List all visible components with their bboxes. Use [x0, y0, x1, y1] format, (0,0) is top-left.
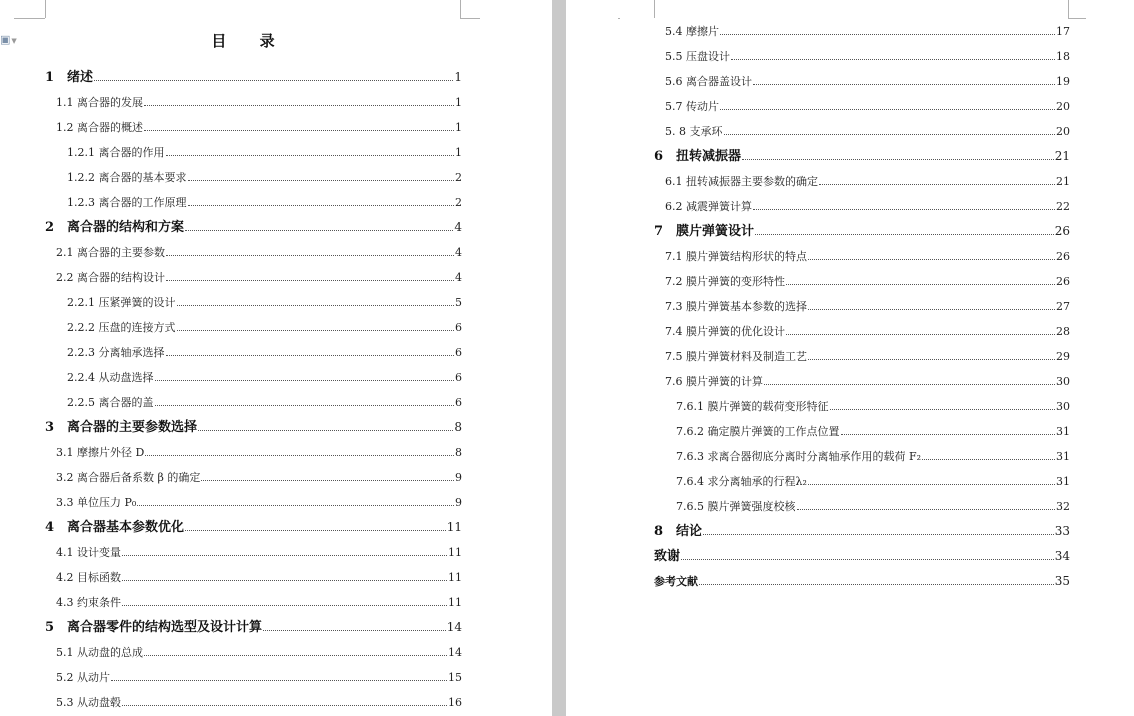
- toc-dot-leader: [720, 34, 1055, 35]
- toc-entry-label: [56, 545, 121, 563]
- toc-entry-text: 致谢: [654, 549, 681, 564]
- toc-entry-label: [665, 99, 719, 117]
- toc-page-number: 26: [1054, 224, 1070, 238]
- toc-dot-leader: [137, 505, 454, 506]
- toc-dot-leader: [185, 230, 453, 231]
- toc-page-number: 4: [455, 271, 462, 284]
- toc-dot-leader: [177, 330, 455, 331]
- toc-entry-text: 7.3 膜片弹簧基本参数的选择: [665, 300, 807, 313]
- toc-entry-label: [654, 524, 702, 542]
- toc-entry-text: 结论: [676, 524, 703, 539]
- toc-entry[interactable]: [566, 392, 1070, 417]
- toc-entry-text: 7.6.1 膜片弹簧的载荷变形特征: [676, 400, 829, 413]
- toc-dot-leader: [188, 205, 455, 206]
- toc-entry[interactable]: [566, 167, 1070, 192]
- margin-corner-mark: [460, 0, 462, 18]
- toc-page-number: 6: [455, 321, 462, 334]
- toc-entry[interactable]: [566, 67, 1070, 92]
- toc-dot-leader: [201, 480, 454, 481]
- toc-page-number: 33: [1054, 524, 1070, 538]
- toc-page-number: 27: [1056, 300, 1070, 313]
- toc-page-number: 8: [455, 446, 462, 459]
- toc-entry-text: 5.6 离合器盖设计: [665, 75, 752, 88]
- toc-entry-label: [676, 474, 807, 492]
- toc-page-number: 1: [455, 146, 462, 159]
- toc-entry-label: [665, 299, 807, 317]
- toc-entry[interactable]: [0, 413, 462, 438]
- toc-chapter-number: 5: [45, 620, 55, 635]
- toc-dot-leader: [764, 384, 1055, 385]
- toc-entry-label: [665, 274, 785, 292]
- toc-page-number: 11: [446, 520, 462, 534]
- toc-entry-text: 6.2 减震弹簧计算: [665, 200, 752, 213]
- toc-entry-text: 5.4 摩擦片: [665, 25, 719, 38]
- toc-dot-leader: [808, 259, 1055, 260]
- toc-entry-label: [56, 595, 121, 613]
- toc-entry-text: 5.1 从动盘的总成: [56, 646, 143, 659]
- toc-dot-leader: [922, 459, 1055, 460]
- toc-entry-label: [654, 149, 741, 167]
- toc-entry[interactable]: [566, 442, 1070, 467]
- toc-entry-text: 7.6.3 求离合器彻底分离时分离轴承作用的载荷 F₂: [676, 450, 922, 463]
- toc-entry-text: 1.2.1 离合器的作用: [67, 146, 165, 159]
- toc-entry-label: [45, 620, 262, 638]
- toc-page-number: 20: [1056, 100, 1070, 113]
- toc-entry-label: [56, 570, 121, 588]
- toc-entry-text: 7.6.5 膜片弹簧强度校核: [676, 500, 796, 513]
- toc-dot-leader: [786, 284, 1055, 285]
- toc-entry-label: [665, 249, 807, 267]
- toc-page-number: 4: [455, 246, 462, 259]
- toc-page-number: 6: [455, 371, 462, 384]
- toc-page-number: 22: [1056, 200, 1070, 213]
- toc-dot-leader: [122, 605, 447, 606]
- toc-entry-text: 离合器零件的结构选型及设计计算: [67, 620, 263, 635]
- toc-title: 目 录: [211, 32, 289, 50]
- toc-page-number: 2: [455, 196, 462, 209]
- toc-entry-text: 7.6 膜片弹簧的计算: [665, 375, 763, 388]
- toc-chapter-number: 8: [654, 524, 664, 539]
- toc-entry-text: 2.1 离合器的主要参数: [56, 246, 165, 259]
- toc-page-number: 9: [455, 471, 462, 484]
- toc-dot-leader: [144, 655, 447, 656]
- toc-entry-text: 3.3 单位压力 P₀: [56, 496, 137, 509]
- toc-entry-text: 4.3 约束条件: [56, 596, 121, 609]
- toc-entry[interactable]: [0, 113, 462, 138]
- toc-entry-label: [665, 174, 818, 192]
- toc-entry-text: 5. 8 支承环: [665, 125, 723, 138]
- toc-page-number: 11: [448, 596, 462, 609]
- toc-page-number: 17: [1056, 25, 1070, 38]
- toc-page-number: 14: [446, 620, 462, 634]
- toc-entry[interactable]: [0, 613, 462, 638]
- toc-entry[interactable]: [0, 163, 462, 188]
- toc-entry-label: [665, 49, 730, 67]
- toc-entry[interactable]: [0, 288, 462, 313]
- toc-dot-leader: [703, 534, 1054, 535]
- toc-page-number: 1: [455, 121, 462, 134]
- toc-page-number: 21: [1054, 149, 1070, 163]
- toc-dot-leader: [731, 59, 1055, 60]
- toc-dot-leader: [166, 280, 454, 281]
- toc-entry-text: 绪述: [67, 70, 94, 85]
- margin-corner-mark: [1068, 0, 1070, 18]
- toc-entry[interactable]: [0, 463, 462, 488]
- toc-dot-leader: [681, 559, 1054, 560]
- toc-page-number: 8: [454, 420, 462, 434]
- toc-page-number: 21: [1056, 175, 1070, 188]
- toc-page-number: 11: [448, 546, 462, 559]
- toc-entry[interactable]: [0, 438, 462, 463]
- toc-entry[interactable]: [566, 242, 1070, 267]
- toc-dot-leader: [188, 180, 455, 181]
- toc-dot-leader: [144, 105, 454, 106]
- toc-entry-label: [676, 399, 829, 417]
- toc-entry-label: [45, 420, 197, 438]
- toc-entry[interactable]: [0, 663, 462, 688]
- toc-entry-label: [56, 695, 121, 713]
- toc-entry-label: [665, 199, 752, 217]
- toc-chapter-number: 7: [654, 224, 664, 239]
- toc-entry-text: 2.2.1 压紧弹簧的设计: [67, 296, 176, 309]
- toc-page-number: 18: [1056, 50, 1070, 63]
- toc-entry-label: [56, 95, 143, 113]
- toc-entry-label: [665, 349, 807, 367]
- toc-entry-label: [67, 320, 176, 338]
- toc-chapter-number: 3: [45, 420, 55, 435]
- toc-page-number: 1: [455, 96, 462, 109]
- toc-entry[interactable]: [0, 588, 462, 613]
- toc-entry-text: 2.2 离合器的结构设计: [56, 271, 165, 284]
- toc-dot-leader: [94, 80, 453, 81]
- toc-entry[interactable]: [0, 88, 462, 113]
- toc-entry-text: 7.5 膜片弹簧材料及制造工艺: [665, 350, 807, 363]
- toc-entry-text: 膜片弹簧设计: [676, 224, 755, 239]
- toc-entry-label: [67, 370, 154, 388]
- margin-corner-mark: [14, 18, 45, 20]
- toc-entry-text: 离合器的结构和方案: [67, 220, 185, 235]
- toc-entry-label: [665, 124, 723, 142]
- toc-dot-leader: [699, 584, 1054, 585]
- toc-entry-label: [67, 395, 154, 413]
- toc-entry-text: 1.2 离合器的概述: [56, 121, 143, 134]
- toc-entry-text: 4.2 目标函数: [56, 571, 121, 584]
- toc-entry-text: 7.4 膜片弹簧的优化设计: [665, 325, 785, 338]
- toc-dot-leader: [724, 134, 1056, 135]
- toc-entry-text: 离合器的主要参数选择: [67, 420, 198, 435]
- toc-dot-leader: [166, 155, 455, 156]
- toc-page-number: 28: [1056, 325, 1070, 338]
- toc-page-number: 1: [454, 70, 462, 84]
- toc-list-right: [566, 17, 1070, 592]
- toc-entry-text: 5.3 从动盘毂: [56, 696, 121, 709]
- toc-page-number: 16: [448, 696, 462, 709]
- toc-dot-leader: [819, 184, 1055, 185]
- toc-page-number: 26: [1056, 275, 1070, 288]
- document-page-left: [0, 0, 552, 716]
- toc-dot-leader: [166, 355, 455, 356]
- toc-entry-label: [676, 449, 921, 467]
- toc-entry[interactable]: [0, 63, 462, 88]
- toc-entry[interactable]: [0, 138, 462, 163]
- toc-dot-leader: [198, 430, 453, 431]
- toc-entry[interactable]: [566, 92, 1070, 117]
- toc-entry-text: 1.2.2 离合器的基本要求: [67, 171, 187, 184]
- toc-dot-leader: [177, 305, 455, 306]
- margin-corner-mark: [654, 0, 656, 18]
- toc-dot-leader: [122, 705, 447, 706]
- toc-dot-leader: [753, 209, 1055, 210]
- toc-entry-label: [56, 645, 143, 663]
- toc-entry-label: [665, 324, 785, 342]
- toc-entry-text: 离合器基本参数优化: [67, 520, 185, 535]
- toc-page-number: 32: [1056, 500, 1070, 513]
- toc-entry-text: 扭转减振器: [676, 149, 742, 164]
- toc-entry-text: 2.2.2 压盘的连接方式: [67, 321, 176, 334]
- toc-dot-leader: [155, 405, 455, 406]
- toc-dot-leader: [808, 359, 1055, 360]
- toc-entry[interactable]: [566, 192, 1070, 217]
- toc-entry-label: [67, 170, 187, 188]
- toc-page-number: 9: [455, 496, 462, 509]
- toc-entry-text: 5.7 传动片: [665, 100, 719, 113]
- toc-entry-label: [56, 470, 200, 488]
- toc-page-number: 15: [448, 671, 462, 684]
- toc-entry[interactable]: [0, 363, 462, 388]
- toc-entry-text: 7.2 膜片弹簧的变形特性: [665, 275, 785, 288]
- toc-dot-leader: [122, 580, 447, 581]
- toc-page-number: 30: [1056, 400, 1070, 413]
- margin-corner-mark: [1068, 18, 1086, 20]
- toc-page-number: 26: [1056, 250, 1070, 263]
- toc-entry[interactable]: [0, 538, 462, 563]
- toc-entry[interactable]: [566, 292, 1070, 317]
- toc-page-number: 4: [454, 220, 462, 234]
- toc-entry-label: [45, 220, 184, 238]
- toc-entry-text: 1.2.3 离合器的工作原理: [67, 196, 187, 209]
- toc-entry-label: [676, 424, 840, 442]
- toc-entry-text: 7.6.4 求分离轴承的行程λ₂: [676, 475, 807, 488]
- toc-page-number: 19: [1056, 75, 1070, 88]
- toc-entry-text: 3.2 离合器后备系数 β 的确定: [56, 471, 201, 484]
- toc-dot-leader: [122, 555, 447, 556]
- toc-entry-label: [654, 224, 754, 242]
- toc-entry-label: [67, 295, 176, 313]
- toc-entry-label: [654, 574, 698, 592]
- toc-page-number: 31: [1056, 425, 1070, 438]
- toc-dot-leader: [797, 509, 1056, 510]
- toc-entry[interactable]: [566, 492, 1070, 517]
- toc-entry[interactable]: [566, 117, 1070, 142]
- toc-entry[interactable]: [566, 417, 1070, 442]
- toc-dot-leader: [808, 484, 1055, 485]
- toc-entry[interactable]: [0, 213, 462, 238]
- toc-entry[interactable]: [566, 217, 1070, 242]
- toc-page-number: 20: [1056, 125, 1070, 138]
- toc-entry-text: 2.2.4 从动盘选择: [67, 371, 154, 384]
- toc-entry-text: 7.6.2 确定膜片弹簧的工作点位置: [676, 425, 840, 438]
- toc-entry[interactable]: [566, 17, 1070, 42]
- toc-entry-label: [56, 245, 165, 263]
- toc-entry-label: [67, 195, 187, 213]
- toc-entry-text: 7.1 膜片弹簧结构形状的特点: [665, 250, 807, 263]
- toc-entry-label: [665, 374, 763, 392]
- toc-entry-label: [665, 74, 752, 92]
- toc-entry[interactable]: [0, 388, 462, 413]
- toc-entry-label: [665, 24, 719, 42]
- toc-page-number: 6: [455, 396, 462, 409]
- toc-entry-label: [67, 145, 165, 163]
- toc-page-number: 35: [1054, 574, 1070, 588]
- document-page-right: [566, 0, 1134, 716]
- toc-page-number: 2: [455, 171, 462, 184]
- toc-dot-leader: [786, 334, 1055, 335]
- toc-entry[interactable]: [566, 42, 1070, 67]
- toc-dot-leader: [144, 130, 454, 131]
- toc-entry-text: 2.2.5 离合器的盖: [67, 396, 154, 409]
- toc-page-number: 31: [1056, 475, 1070, 488]
- toc-dot-leader: [742, 159, 1054, 160]
- toc-dot-leader: [755, 234, 1054, 235]
- toc-dot-leader: [830, 409, 1056, 410]
- toc-entry[interactable]: [0, 338, 462, 363]
- toc-entry[interactable]: [0, 513, 462, 538]
- toc-page-number: 31: [1056, 450, 1070, 463]
- toc-dot-leader: [753, 84, 1055, 85]
- toc-list-left: [0, 63, 462, 713]
- toc-entry-text: 参考文献: [654, 575, 698, 588]
- toc-entry[interactable]: [0, 188, 462, 213]
- toc-entry[interactable]: [566, 367, 1070, 392]
- toc-page-number: 14: [448, 646, 462, 659]
- toc-entry-text: 5.5 压盘设计: [665, 50, 730, 63]
- toc-entry[interactable]: [0, 313, 462, 338]
- toc-page-number: 34: [1054, 549, 1070, 563]
- toc-entry-label: [56, 270, 165, 288]
- toc-entry[interactable]: [566, 567, 1070, 592]
- toc-dot-leader: [808, 309, 1055, 310]
- toc-dot-leader: [145, 455, 454, 456]
- toc-entry-text: 2.2.3 分离轴承选择: [67, 346, 165, 359]
- toc-entry[interactable]: [0, 563, 462, 588]
- toc-entry[interactable]: [0, 688, 462, 713]
- toc-entry[interactable]: [566, 342, 1070, 367]
- toc-entry-label: [56, 445, 144, 463]
- toc-dot-leader: [185, 530, 446, 531]
- page-gutter: [552, 0, 566, 716]
- toc-entry[interactable]: [566, 267, 1070, 292]
- toc-entry-text: 1.1 离合器的发展: [56, 96, 143, 109]
- margin-corner-mark: [460, 18, 480, 20]
- toc-page-number: 11: [448, 571, 462, 584]
- toc-entry-label: [45, 520, 184, 538]
- toc-entry-label: [654, 549, 680, 567]
- toc-entry[interactable]: [0, 488, 462, 513]
- toc-entry-label: [45, 70, 93, 88]
- toc-chapter-number: 2: [45, 220, 55, 235]
- toc-dot-leader: [263, 630, 446, 631]
- toc-entry[interactable]: [0, 638, 462, 663]
- toc-page-number: 6: [455, 346, 462, 359]
- toc-chapter-number: 1: [45, 70, 55, 85]
- toc-dot-leader: [155, 380, 455, 381]
- toc-dot-leader: [841, 434, 1056, 435]
- toc-entry[interactable]: [566, 142, 1070, 167]
- toc-page-number: 29: [1056, 350, 1070, 363]
- toc-entry[interactable]: [566, 517, 1070, 542]
- toc-entry[interactable]: [0, 263, 462, 288]
- toc-entry-text: 4.1 设计变量: [56, 546, 121, 559]
- toc-entry-label: [56, 495, 136, 513]
- toc-entry-text: 6.1 扭转减振器主要参数的确定: [665, 175, 818, 188]
- toc-dot-leader: [111, 680, 447, 681]
- toc-entry[interactable]: [566, 317, 1070, 342]
- toc-page-number: 30: [1056, 375, 1070, 388]
- toc-entry[interactable]: [566, 542, 1070, 567]
- toc-entry-label: [56, 120, 143, 138]
- toc-chapter-number: 4: [45, 520, 55, 535]
- navigation-pane-icon[interactable]: ▣▼: [0, 33, 17, 46]
- toc-dot-leader: [166, 255, 454, 256]
- toc-entry-label: [676, 499, 796, 517]
- toc-chapter-number: 6: [654, 149, 664, 164]
- toc-entry-label: [67, 345, 165, 363]
- toc-entry[interactable]: [0, 238, 462, 263]
- toc-dot-leader: [720, 109, 1055, 110]
- toc-entry-text: 3.1 摩擦片外径 D: [56, 446, 145, 459]
- toc-page-number: 5: [455, 296, 462, 309]
- margin-corner-mark: [45, 0, 47, 18]
- toc-entry-text: 5.2 从动片: [56, 671, 110, 684]
- toc-entry-label: [56, 670, 110, 688]
- toc-entry[interactable]: [566, 467, 1070, 492]
